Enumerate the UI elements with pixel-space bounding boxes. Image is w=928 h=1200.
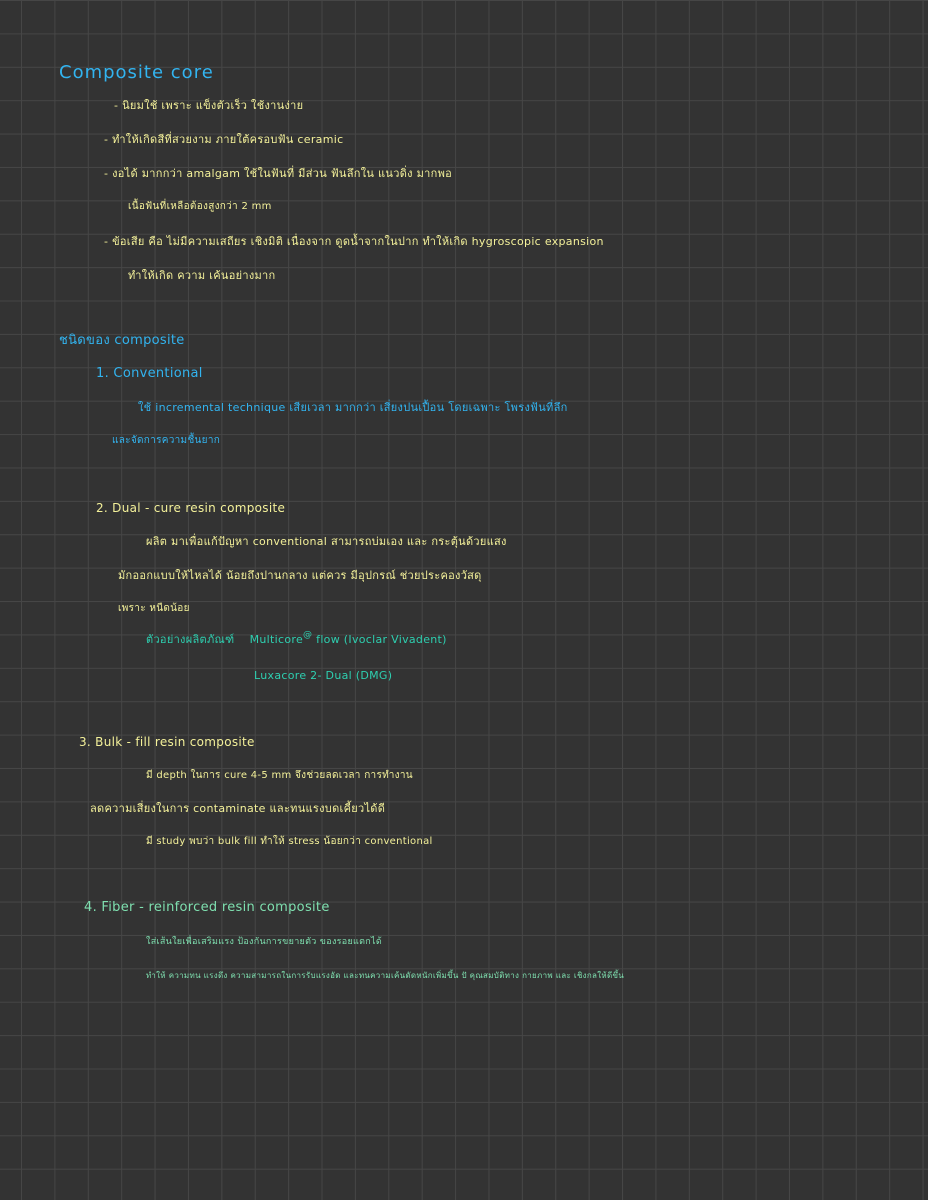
note-line: เนื้อฟันที่เหลือต้องสูงกว่า 2 mm xyxy=(128,201,272,212)
note-line: ใส่เส้นใยเพื่อเสริมแรง ป้องกันการขยายตัว ของรอยแตกได้ xyxy=(146,937,383,947)
example-product-line-2: Luxacore 2- Dual (DMG) xyxy=(254,669,393,682)
item-title-conventional: 1. Conventional xyxy=(96,366,203,381)
item-title-fiber-reinforced: 4. Fiber - reinforced resin composite xyxy=(84,900,330,915)
note-line: มักออกแบบให้ไหลได้ น้อยถึงปานกลาง แต่ควร มีอุปกรณ์ ช่วยประคองวัสดุ xyxy=(118,569,482,582)
note-line: มี depth ในการ cure 4-5 mm จึงช่วยลดเวลา การทำงาน xyxy=(146,770,413,781)
example-label: ตัวอย่างผลิตภัณฑ์ xyxy=(146,633,235,646)
example-product-line xyxy=(146,630,447,646)
note-line: เพราะ หนืดน้อย xyxy=(118,603,190,614)
note-line: - นิยมใช้ เพราะ แข็งตัวเร็ว ใช้งานง่าย xyxy=(114,99,304,112)
note-line: - งอได้ มากกว่า amalgam ใช้ในฟันที่ มีส่วน ฟันลึกใน แนวดิ่ง มากพอ xyxy=(104,167,453,180)
note-line: - ข้อเสีย คือ ไม่มีความเสถียร เชิงมิติ เนื่องจาก ดูดน้ำจากในปาก ทำให้เกิด hygroscopic expansion xyxy=(104,235,604,248)
note-line: ลดความเสี่ยงในการ contaminate และทนแรงบดเคี้ยวได้ดี xyxy=(90,802,386,815)
note-line: ผลิต มาเพื่อแก้ปัญหา conventional สามารถบ่มเอง และ กระตุ้นด้วยแสง xyxy=(146,535,507,548)
note-line: - ทำให้เกิดสีที่สวยงาม ภายใต้ครอบฟัน ceramic xyxy=(104,133,344,146)
note-line: และจัดการความชื้นยาก xyxy=(112,435,221,446)
item-title-bulk-fill: 3. Bulk - fill resin composite xyxy=(79,735,255,749)
note-line: ใช้ incremental technique เสียเวลา มากกว่า เสี่ยงปนเปื้อน โดยเฉพาะ โพรงฟันที่ลึก xyxy=(138,401,568,414)
example-product: Multicore xyxy=(249,633,304,646)
example-sup: @ xyxy=(303,630,313,640)
note-line: มี study พบว่า bulk fill ทำให้ stress น้อยกว่า conventional xyxy=(146,836,433,847)
note-line: ทำให้เกิด ความ เค้นอย่างมาก xyxy=(128,269,276,282)
example-rest: flow (Ivoclar Vivadent) xyxy=(312,633,447,646)
section-heading-composite-types: ชนิดของ composite xyxy=(59,333,185,348)
note-line: ทำให้ ความทน แรงดึง ความสามารถในการรับแรงอัด และทนความเค้นดัดหนักเพิ่มขึ้น ปั คุณสมบัติทาง กายภาพ และ เชิงกลให้ดีขึ้น xyxy=(146,971,625,980)
item-title-dual-cure: 2. Dual - cure resin composite xyxy=(96,501,286,515)
section-title-composite-core: Composite core xyxy=(59,62,214,83)
